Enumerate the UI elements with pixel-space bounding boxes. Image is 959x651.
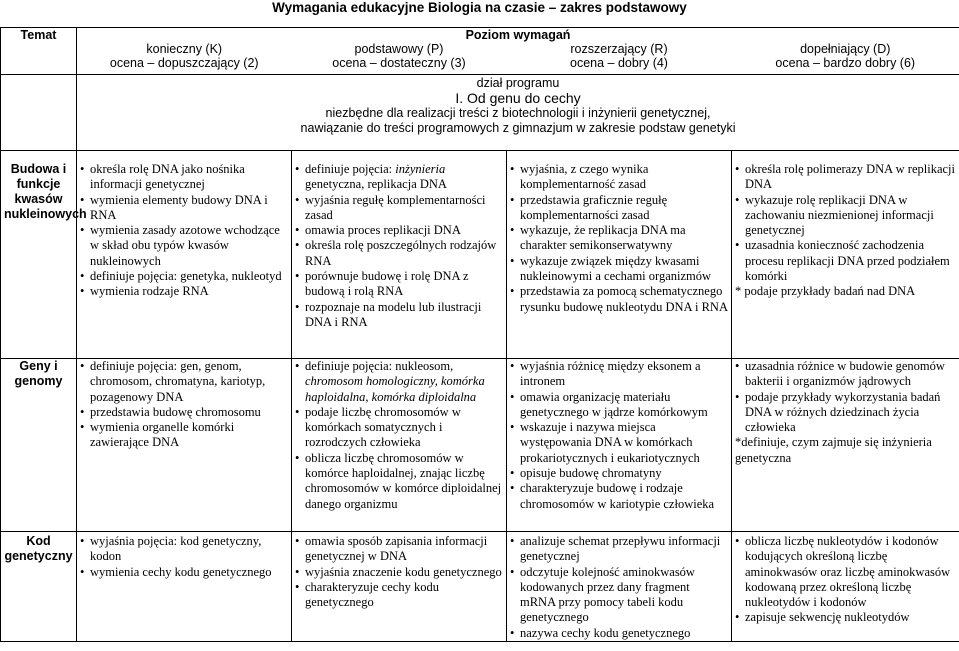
list-item: • omawia proces replikacji DNA bbox=[295, 223, 503, 238]
requirements-table bbox=[0, 27, 959, 642]
level-p bbox=[292, 42, 507, 75]
dzial-desc-2: nawiązanie do treści programowych z gimnazjum w zakresie podstaw genetyki bbox=[300, 121, 736, 135]
row-budowa bbox=[1, 151, 959, 359]
level-r-grade: ocena – dobry (4) bbox=[570, 56, 668, 70]
page-title: Wymagania edukacyjne Biologia na czasie – zakres podstawowy bbox=[272, 0, 687, 15]
level-p-name: podstawowy (P) bbox=[354, 42, 444, 56]
item-text: genetyczna, replikacja DNA bbox=[305, 177, 447, 192]
list-item: • oblicza liczbę nukleotydów i kodonów kodujących określoną liczbę aminokwasów oraz liczbę aminokwasów kodowaną przez określoną liczbę nukleotydów i kodonów bbox=[735, 534, 956, 610]
level-p-grade: ocena – dostateczny (3) bbox=[332, 56, 466, 70]
dzial-cell bbox=[77, 75, 959, 151]
list-item: • rozpoznaje na modelu lub ilustracji DNA i RNA bbox=[295, 300, 503, 331]
list-item: • wymienia elementy budowy DNA i RNA bbox=[80, 193, 288, 224]
level-d-grade: ocena – bardzo dobry (6) bbox=[775, 56, 916, 70]
list-item: • przedstawia graficznie regułę komplementarności zasad bbox=[510, 193, 728, 224]
list-item: • nazywa cechy kodu genetycznego bbox=[510, 626, 728, 641]
list-item: • uzasadnia różnice w budowie genomów bakterii i organizmów jądrowych bbox=[735, 359, 956, 390]
cell-p bbox=[292, 359, 507, 532]
topic-cell: Geny i genomy bbox=[1, 359, 77, 532]
header-row bbox=[1, 28, 959, 43]
level-r-name: rozszerzający (R) bbox=[570, 42, 668, 56]
level-k bbox=[77, 42, 292, 75]
list-item: • zapisuje sekwencję nukleotydów bbox=[735, 610, 956, 625]
list-item: • wymienia organelle komórki zawierające DNA bbox=[80, 420, 288, 451]
list-item: • podaje liczbę chromosomów w komórkach somatycznych i rozrodczych człowieka bbox=[295, 405, 503, 451]
cell-p bbox=[292, 151, 507, 359]
list-item: • przedstawia budowę chromosomu bbox=[80, 405, 288, 420]
row-kod bbox=[1, 532, 959, 642]
list-item: • wyjaśnia, z czego wynika komplementarność zasad bbox=[510, 162, 728, 193]
dzial-empty-cell bbox=[1, 75, 77, 151]
list-item: • określa rolę polimerazy DNA w replikacji DNA bbox=[735, 162, 956, 193]
list-item: • wyjaśnia pojęcia: kod genetyczny, kodon bbox=[80, 534, 288, 565]
cell-k bbox=[77, 151, 292, 359]
list-item: • definiuje pojęcia: genetyka, nukleotyd bbox=[80, 269, 288, 284]
list-item: • charakteryzuje cechy kodu genetycznego bbox=[295, 580, 503, 611]
item-text: definiuje pojęcia: nukleosom, bbox=[305, 359, 454, 373]
list-item: • wykazuje, że replikacja DNA ma charakter semikonserwatywny bbox=[510, 223, 728, 254]
item-text-italic: inżynieria bbox=[395, 162, 446, 176]
list-item: *definiuje, czym zajmuje się inżynieria genetyczna bbox=[735, 435, 932, 465]
list-item: • wymienia cechy kodu genetycznego bbox=[80, 565, 288, 580]
list-item: • omawia organizację materiału genetycznego w jądrze komórkowym bbox=[510, 390, 728, 421]
cell-d bbox=[732, 359, 959, 532]
list-item: • analizuje schemat przepływu informacji genetycznej bbox=[510, 534, 728, 565]
list-item: • oblicza liczbę chromosomów w komórce haploidalnej, znając liczbę chromosomów w komórce diploidalnej danego organizmu bbox=[295, 451, 503, 512]
list-item bbox=[295, 162, 503, 193]
list-item: • uzasadnia konieczność zachodzenia procesu replikacji DNA przed podziałem komórki bbox=[735, 238, 956, 284]
list-item: • wyjaśnia regułę komplementarności zasad bbox=[295, 193, 503, 224]
list-item: • wskazuje i nazywa miejsca występowania DNA w komórkach prokariotycznych i eukariotycznych bbox=[510, 420, 728, 466]
dzial-desc-1: niezbędne dla realizacji treści z biotechnologii i inżynierii genetycznej, bbox=[325, 106, 711, 120]
level-r bbox=[507, 42, 732, 75]
cell-r bbox=[507, 151, 732, 359]
dzial-label: dział programu bbox=[476, 76, 560, 90]
dzial-row bbox=[1, 75, 959, 151]
list-item: * podaje przykłady badań nad DNA bbox=[735, 284, 916, 299]
cell-p bbox=[292, 532, 507, 642]
topic-cell: Budowa i funkcje kwasów nukleinowych bbox=[1, 151, 77, 359]
poziom-header: Poziom wymagań bbox=[77, 28, 959, 43]
list-item: • wyjaśnia różnicę między eksonem a intronem bbox=[510, 359, 728, 390]
list-item: • opisuje budowę chromatyny bbox=[510, 466, 728, 481]
list-item: • wyjaśnia znaczenie kodu genetycznego bbox=[295, 565, 503, 580]
list-item: • wymienia zasady azotowe wchodzące w skład obu typów kwasów nukleinowych bbox=[80, 223, 288, 269]
cell-k bbox=[77, 532, 292, 642]
item-text-italic: chromosom homologiczny, komórka haploidalna, komórka diploidalna bbox=[305, 374, 485, 404]
row-geny bbox=[1, 359, 959, 532]
list-item: • omawia sposób zapisania informacji genetycznej w DNA bbox=[295, 534, 503, 565]
cell-k bbox=[77, 359, 292, 532]
list-item: • porównuje budowę i rolę DNA z budową i rolą RNA bbox=[295, 269, 503, 300]
level-k-grade: ocena – dopuszczający (2) bbox=[109, 56, 259, 70]
list-item: • podaje przykłady wykorzystania badań DNA w różnych dziedzinach życia człowieka bbox=[735, 390, 956, 436]
list-item: • wykazuje związek między kwasami nukleinowymi a cechami organizmów bbox=[510, 254, 728, 285]
list-item: • definiuje pojęcia: gen, genom, chromosom, chromatyna, kariotyp, pozagenowy DNA bbox=[80, 359, 288, 405]
list-item: • przedstawia za pomocą schematycznego rysunku budowę nukleotydu DNA i RNA bbox=[510, 284, 728, 315]
cell-r bbox=[507, 359, 732, 532]
list-item: • określa rolę DNA jako nośnika informacji genetycznej bbox=[80, 162, 288, 193]
temat-header: Temat bbox=[1, 28, 77, 75]
levels-row bbox=[1, 42, 959, 75]
list-item: • wykazuje rolę replikacji DNA w zachowaniu niezmienionej informacji genetycznej bbox=[735, 193, 956, 239]
list-item bbox=[295, 359, 503, 405]
list-item: • określa rolę poszczególnych rodzajów RNA bbox=[295, 238, 503, 269]
cell-d bbox=[732, 151, 959, 359]
level-d-name: dopełniający (D) bbox=[800, 42, 891, 56]
item-text: definiuje pojęcia: bbox=[305, 162, 396, 176]
level-d bbox=[732, 42, 959, 75]
cell-r bbox=[507, 532, 732, 642]
list-item: • odczytuje kolejność aminokwasów kodowanych przez dany fragment mRNA przy pomocy tabeli kodu genetycznego bbox=[510, 565, 728, 626]
cell-d bbox=[732, 532, 959, 642]
level-k-name: konieczny (K) bbox=[146, 42, 223, 56]
dzial-title: I. Od genu do cechy bbox=[455, 90, 581, 106]
list-item: • charakteryzuje budowę i rodzaje chromosomów w kariotypie człowieka bbox=[510, 481, 728, 512]
topic-cell: Kod genetyczny bbox=[1, 532, 77, 642]
list-item: • wymienia rodzaje RNA bbox=[80, 284, 288, 299]
